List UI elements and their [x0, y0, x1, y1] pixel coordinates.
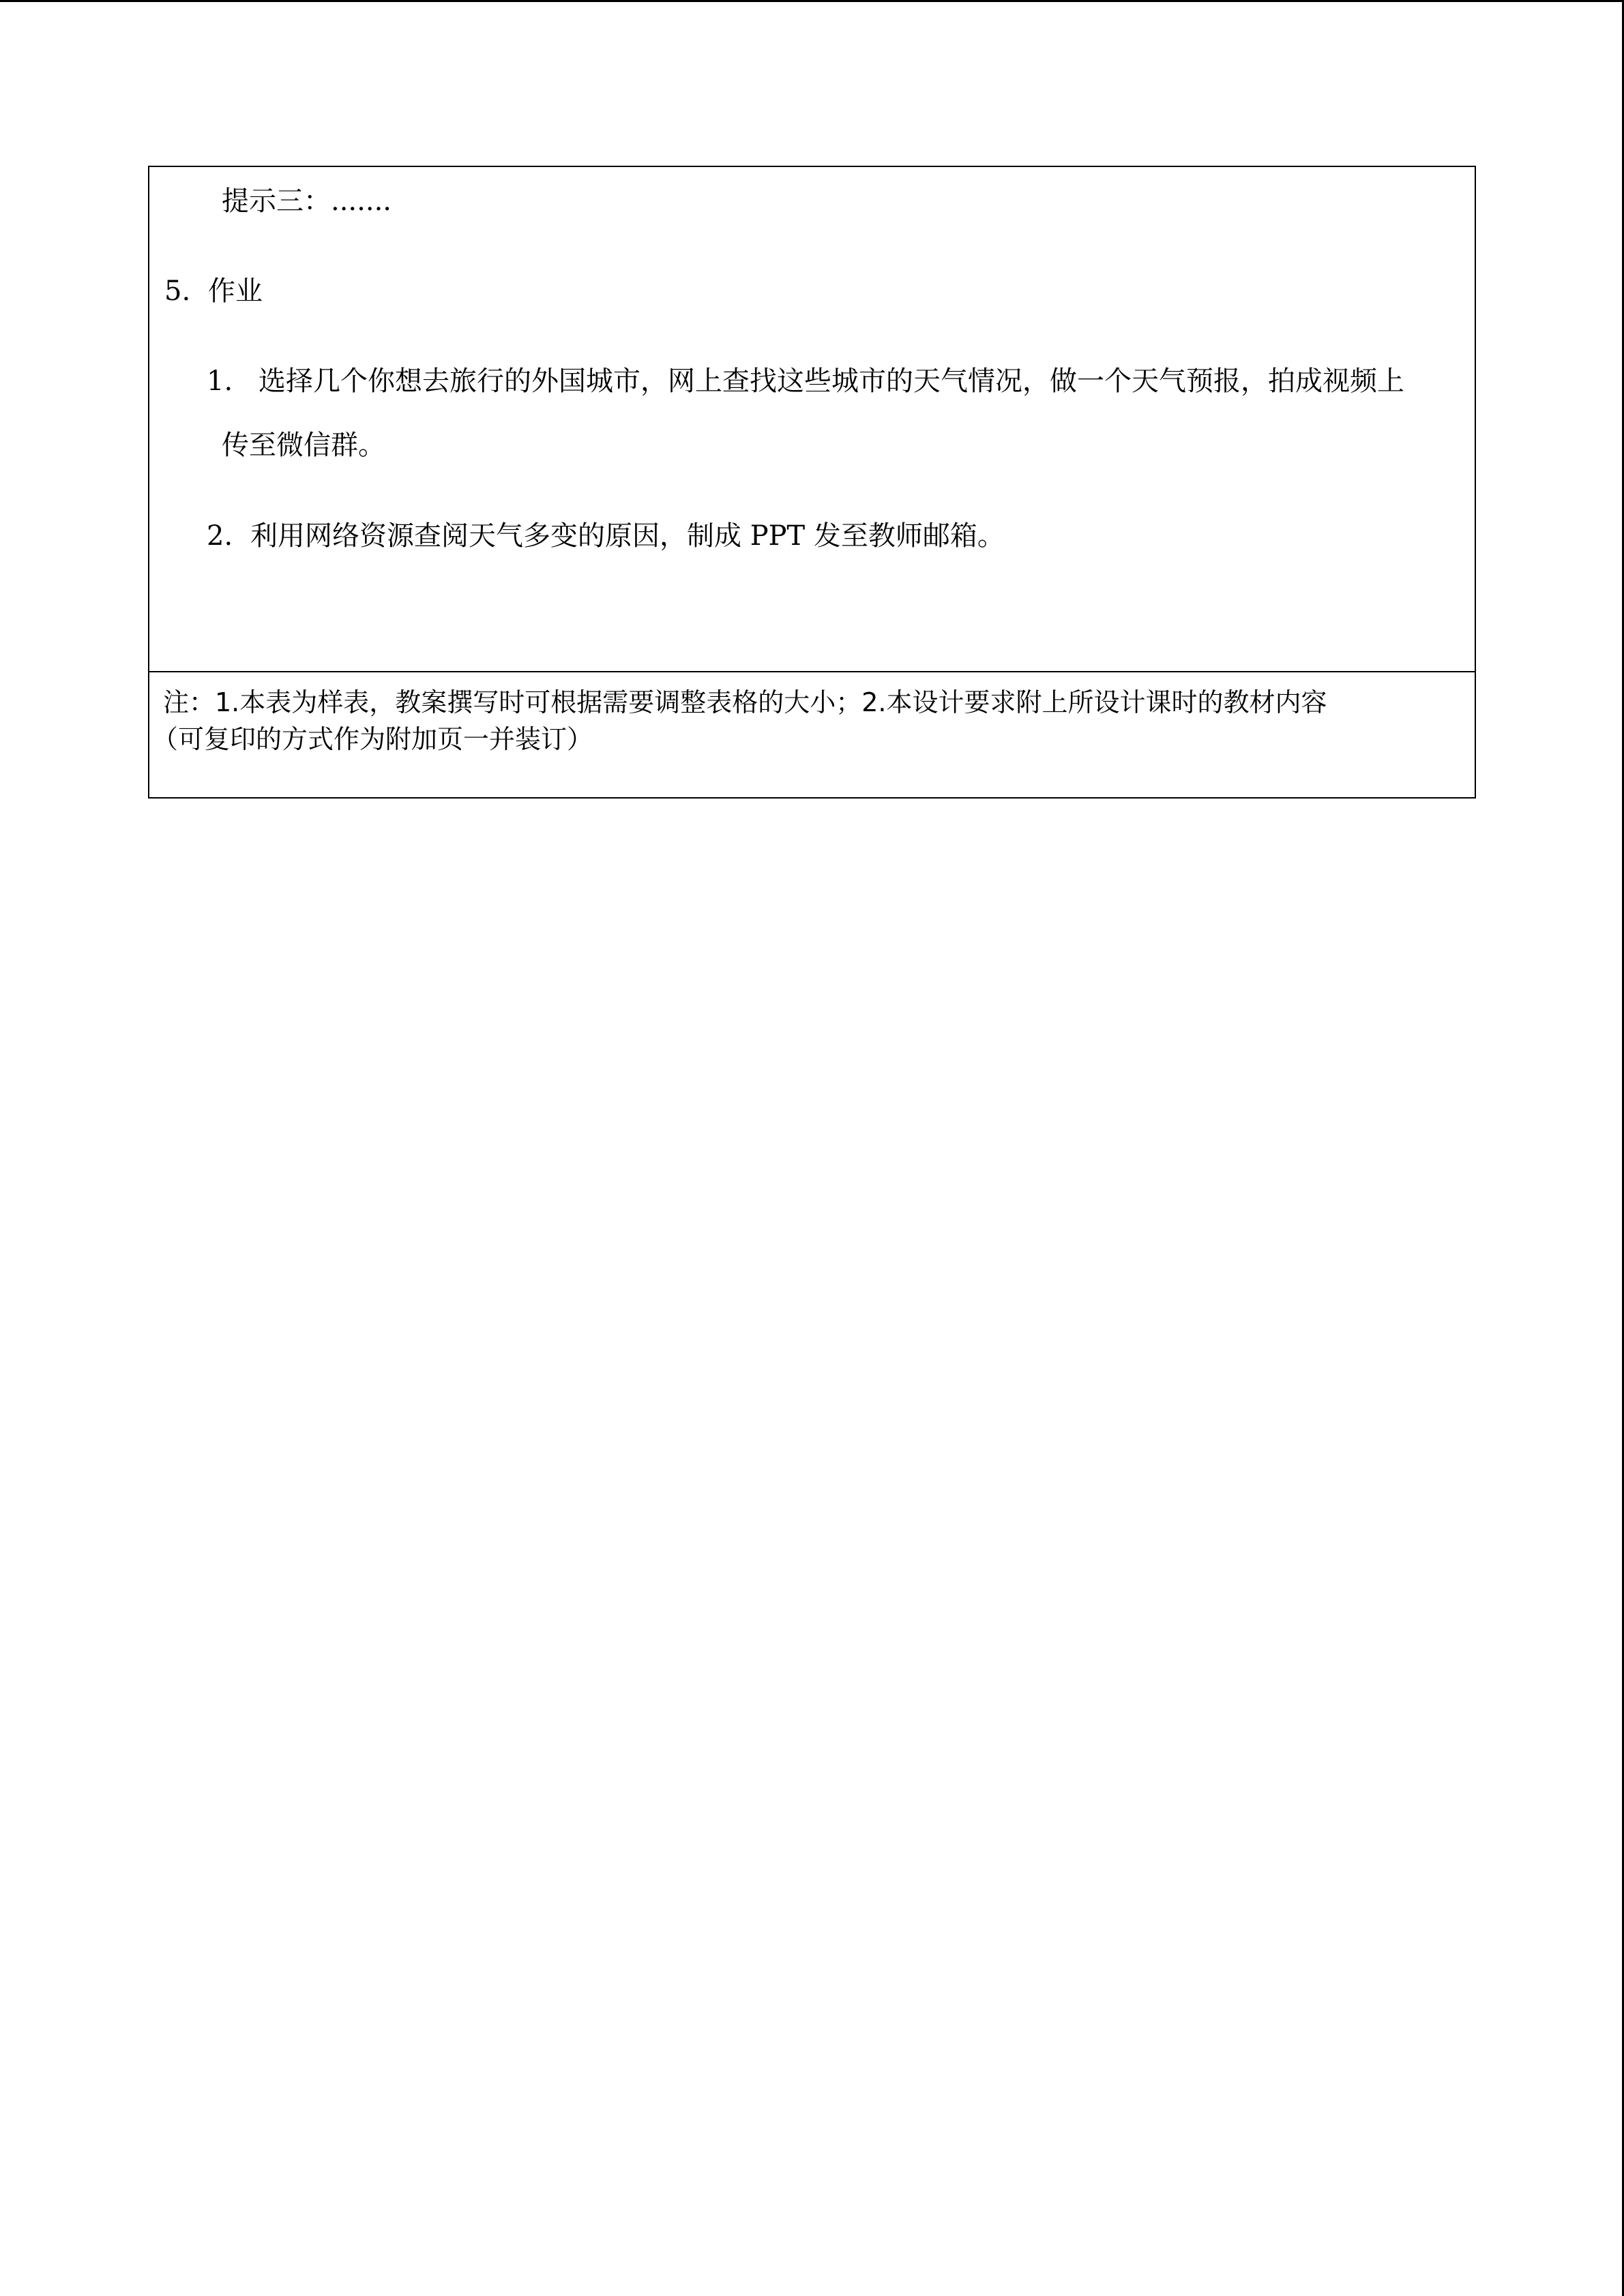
hint-three-text: 提示三：.......: [222, 185, 392, 217]
content-cell: [149, 167, 1475, 672]
note-line-2: （可复印的方式作为附加页一并装订）: [152, 724, 593, 754]
lesson-plan-table: [148, 166, 1476, 799]
section-title: 作业: [208, 275, 263, 307]
homework-1-text-line1: 选择几个你想去旅行的外国城市，网上查找这些城市的天气情况，做一个天气预报，拍成视频上: [259, 366, 1404, 397]
note-cell: [149, 672, 1475, 797]
section-number: 5.: [164, 275, 191, 307]
homework-2-number: 2.: [207, 520, 233, 552]
homework-2-text: 利用网络资源查阅天气多变的原因，制成 PPT 发至教师邮箱。: [250, 520, 1005, 552]
homework-1-number: 1.: [207, 366, 233, 397]
homework-1-text-line2: 传至微信群。: [222, 430, 385, 461]
page-top-border: [0, 0, 1624, 2]
note-line-1: 注：1.本表为样表，教案撰写时可根据需要调整表格的大小；2.本设计要求附上所设计课时的教材内容: [163, 687, 1327, 717]
